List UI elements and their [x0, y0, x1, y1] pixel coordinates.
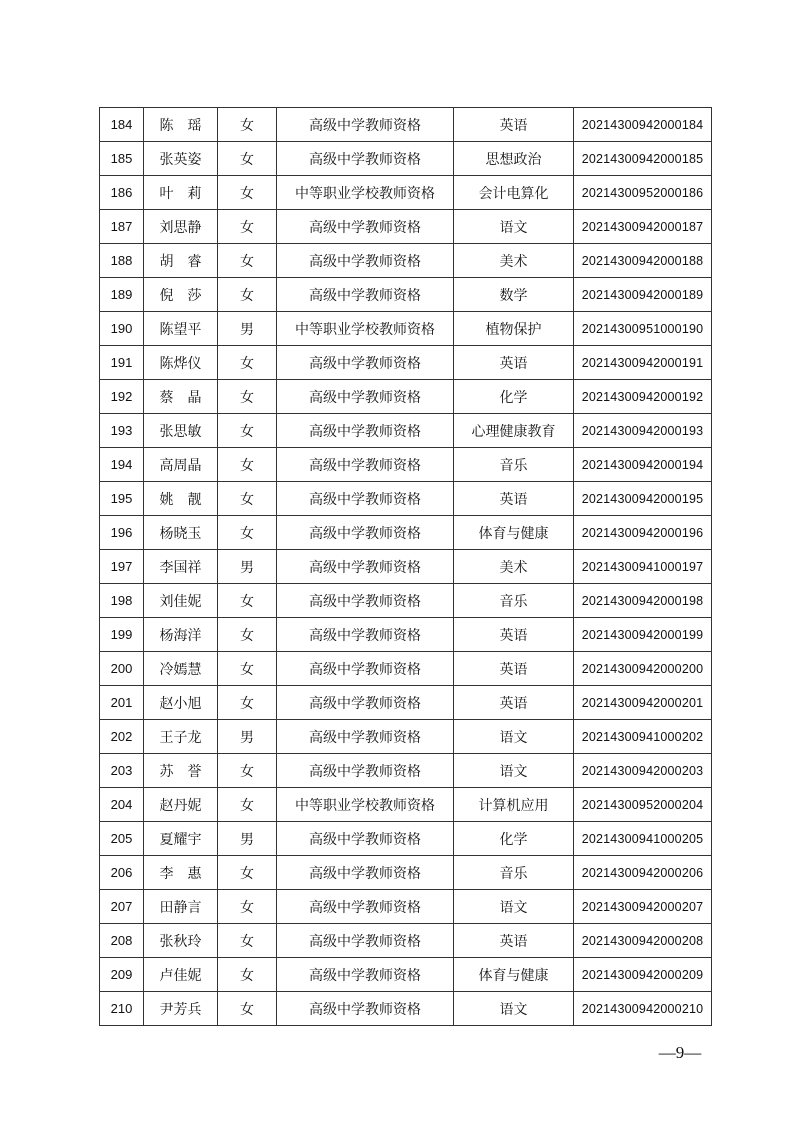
table-row	[100, 346, 712, 380]
qualification-type-cell: 高级中学教师资格	[277, 890, 454, 924]
gender-cell: 男	[218, 550, 277, 584]
gender-cell: 女	[218, 482, 277, 516]
row-number-cell: 200	[100, 652, 144, 686]
subject-cell: 英语	[454, 652, 574, 686]
table-row	[100, 210, 712, 244]
gender-cell: 女	[218, 244, 277, 278]
qualification-type-cell: 高级中学教师资格	[277, 210, 454, 244]
qualification-type-cell: 高级中学教师资格	[277, 142, 454, 176]
certificate-number-cell: 20214300941000202	[574, 720, 712, 754]
row-number-cell: 208	[100, 924, 144, 958]
certificate-number-cell: 20214300942000199	[574, 618, 712, 652]
subject-cell: 心理健康教育	[454, 414, 574, 448]
gender-cell: 男	[218, 312, 277, 346]
table-row	[100, 278, 712, 312]
table-row	[100, 482, 712, 516]
gender-cell: 男	[218, 822, 277, 856]
row-number-cell: 201	[100, 686, 144, 720]
applicant-name-cell: 张思敏	[144, 414, 218, 448]
qualification-type-cell: 高级中学教师资格	[277, 686, 454, 720]
subject-cell: 数学	[454, 278, 574, 312]
applicant-name-cell: 叶 莉	[144, 176, 218, 210]
qualification-type-cell: 高级中学教师资格	[277, 244, 454, 278]
table-row	[100, 618, 712, 652]
subject-cell: 英语	[454, 108, 574, 142]
table-row	[100, 856, 712, 890]
subject-cell: 美术	[454, 244, 574, 278]
qualification-type-cell: 中等职业学校教师资格	[277, 788, 454, 822]
gender-cell: 女	[218, 176, 277, 210]
applicant-name-cell: 冷嫣慧	[144, 652, 218, 686]
applicant-name-cell: 陈 瑶	[144, 108, 218, 142]
qualification-type-cell: 高级中学教师资格	[277, 380, 454, 414]
gender-cell: 女	[218, 890, 277, 924]
row-number-cell: 203	[100, 754, 144, 788]
gender-cell: 女	[218, 142, 277, 176]
qualification-type-cell: 高级中学教师资格	[277, 516, 454, 550]
certificate-number-cell: 20214300942000192	[574, 380, 712, 414]
certificate-number-cell: 20214300952000204	[574, 788, 712, 822]
gender-cell: 女	[218, 346, 277, 380]
subject-cell: 体育与健康	[454, 958, 574, 992]
table-row	[100, 822, 712, 856]
certificate-number-cell: 20214300942000200	[574, 652, 712, 686]
applicant-name-cell: 苏 誉	[144, 754, 218, 788]
qualification-type-cell: 高级中学教师资格	[277, 448, 454, 482]
certificate-number-cell: 20214300951000190	[574, 312, 712, 346]
row-number-cell: 191	[100, 346, 144, 380]
subject-cell: 思想政治	[454, 142, 574, 176]
applicant-name-cell: 夏耀宇	[144, 822, 218, 856]
row-number-cell: 192	[100, 380, 144, 414]
table-row	[100, 992, 712, 1026]
applicant-name-cell: 胡 睿	[144, 244, 218, 278]
subject-cell: 语文	[454, 754, 574, 788]
table-row	[100, 924, 712, 958]
subject-cell: 美术	[454, 550, 574, 584]
table-row	[100, 380, 712, 414]
applicant-name-cell: 高周晶	[144, 448, 218, 482]
table-row	[100, 890, 712, 924]
subject-cell: 英语	[454, 618, 574, 652]
gender-cell: 女	[218, 108, 277, 142]
applicant-name-cell: 李 惠	[144, 856, 218, 890]
subject-cell: 语文	[454, 720, 574, 754]
table-row	[100, 414, 712, 448]
certificate-number-cell: 20214300942000188	[574, 244, 712, 278]
applicant-name-cell: 尹芳兵	[144, 992, 218, 1026]
applicant-name-cell: 赵小旭	[144, 686, 218, 720]
qualification-type-cell: 高级中学教师资格	[277, 754, 454, 788]
gender-cell: 男	[218, 720, 277, 754]
table-row	[100, 652, 712, 686]
gender-cell: 女	[218, 754, 277, 788]
applicant-name-cell: 张英姿	[144, 142, 218, 176]
qualification-type-cell: 高级中学教师资格	[277, 108, 454, 142]
certificate-number-cell: 20214300941000197	[574, 550, 712, 584]
certificate-number-cell: 20214300942000187	[574, 210, 712, 244]
applicant-name-cell: 赵丹妮	[144, 788, 218, 822]
row-number-cell: 202	[100, 720, 144, 754]
applicant-name-cell: 姚 靓	[144, 482, 218, 516]
certificate-number-cell: 20214300941000205	[574, 822, 712, 856]
subject-cell: 会计电算化	[454, 176, 574, 210]
table-row	[100, 448, 712, 482]
applicant-name-cell: 陈烨仪	[144, 346, 218, 380]
qualification-type-cell: 高级中学教师资格	[277, 550, 454, 584]
subject-cell: 植物保护	[454, 312, 574, 346]
gender-cell: 女	[218, 448, 277, 482]
gender-cell: 女	[218, 516, 277, 550]
row-number-cell: 189	[100, 278, 144, 312]
row-number-cell: 187	[100, 210, 144, 244]
certificate-number-cell: 20214300942000193	[574, 414, 712, 448]
certificate-number-cell: 20214300952000186	[574, 176, 712, 210]
certificate-number-cell: 20214300942000210	[574, 992, 712, 1026]
qualification-type-cell: 高级中学教师资格	[277, 482, 454, 516]
certificate-number-cell: 20214300942000191	[574, 346, 712, 380]
certificate-number-cell: 20214300942000208	[574, 924, 712, 958]
qualification-type-cell: 高级中学教师资格	[277, 414, 454, 448]
certificate-number-cell: 20214300942000198	[574, 584, 712, 618]
certificate-number-cell: 20214300942000194	[574, 448, 712, 482]
subject-cell: 计算机应用	[454, 788, 574, 822]
table-row	[100, 516, 712, 550]
subject-cell: 体育与健康	[454, 516, 574, 550]
qualification-type-cell: 高级中学教师资格	[277, 720, 454, 754]
applicant-name-cell: 蔡 晶	[144, 380, 218, 414]
subject-cell: 语文	[454, 210, 574, 244]
certificate-number-cell: 20214300942000206	[574, 856, 712, 890]
teacher-certificate-table	[99, 107, 712, 1026]
gender-cell: 女	[218, 788, 277, 822]
table-row	[100, 142, 712, 176]
table-row	[100, 720, 712, 754]
table-row	[100, 176, 712, 210]
qualification-type-cell: 中等职业学校教师资格	[277, 312, 454, 346]
qualification-type-cell: 高级中学教师资格	[277, 958, 454, 992]
row-number-cell: 184	[100, 108, 144, 142]
row-number-cell: 204	[100, 788, 144, 822]
qualification-type-cell: 高级中学教师资格	[277, 278, 454, 312]
gender-cell: 女	[218, 686, 277, 720]
subject-cell: 音乐	[454, 856, 574, 890]
applicant-name-cell: 刘思静	[144, 210, 218, 244]
certificate-number-cell: 20214300942000203	[574, 754, 712, 788]
applicant-name-cell: 杨晓玉	[144, 516, 218, 550]
row-number-cell: 197	[100, 550, 144, 584]
applicant-name-cell: 陈望平	[144, 312, 218, 346]
row-number-cell: 186	[100, 176, 144, 210]
gender-cell: 女	[218, 210, 277, 244]
qualification-type-cell: 高级中学教师资格	[277, 856, 454, 890]
row-number-cell: 188	[100, 244, 144, 278]
gender-cell: 女	[218, 992, 277, 1026]
subject-cell: 英语	[454, 482, 574, 516]
gender-cell: 女	[218, 380, 277, 414]
table-row	[100, 686, 712, 720]
qualification-type-cell: 高级中学教师资格	[277, 618, 454, 652]
row-number-cell: 209	[100, 958, 144, 992]
qualification-type-cell: 高级中学教师资格	[277, 652, 454, 686]
certificate-number-cell: 20214300942000189	[574, 278, 712, 312]
row-number-cell: 205	[100, 822, 144, 856]
table-row	[100, 108, 712, 142]
applicant-name-cell: 倪 莎	[144, 278, 218, 312]
gender-cell: 女	[218, 618, 277, 652]
certificate-number-cell: 20214300942000185	[574, 142, 712, 176]
row-number-cell: 210	[100, 992, 144, 1026]
row-number-cell: 199	[100, 618, 144, 652]
page-number: —9—	[658, 1043, 702, 1062]
certificate-number-cell: 20214300942000201	[574, 686, 712, 720]
table-row	[100, 958, 712, 992]
table-row	[100, 584, 712, 618]
qualification-type-cell: 高级中学教师资格	[277, 924, 454, 958]
subject-cell: 英语	[454, 686, 574, 720]
table-row	[100, 754, 712, 788]
subject-cell: 英语	[454, 924, 574, 958]
subject-cell: 音乐	[454, 448, 574, 482]
applicant-name-cell: 王子龙	[144, 720, 218, 754]
table-body	[100, 108, 712, 1026]
subject-cell: 音乐	[454, 584, 574, 618]
applicant-name-cell: 李国祥	[144, 550, 218, 584]
applicant-name-cell: 张秋玲	[144, 924, 218, 958]
gender-cell: 女	[218, 958, 277, 992]
qualification-type-cell: 中等职业学校教师资格	[277, 176, 454, 210]
row-number-cell: 196	[100, 516, 144, 550]
gender-cell: 女	[218, 652, 277, 686]
gender-cell: 女	[218, 856, 277, 890]
certificate-number-cell: 20214300942000196	[574, 516, 712, 550]
table-row	[100, 788, 712, 822]
applicant-name-cell: 刘佳妮	[144, 584, 218, 618]
qualification-type-cell: 高级中学教师资格	[277, 584, 454, 618]
applicant-name-cell: 卢佳妮	[144, 958, 218, 992]
certificate-number-cell: 20214300942000207	[574, 890, 712, 924]
qualification-type-cell: 高级中学教师资格	[277, 992, 454, 1026]
certificate-number-cell: 20214300942000209	[574, 958, 712, 992]
row-number-cell: 206	[100, 856, 144, 890]
subject-cell: 化学	[454, 822, 574, 856]
table-row	[100, 312, 712, 346]
subject-cell: 化学	[454, 380, 574, 414]
row-number-cell: 198	[100, 584, 144, 618]
applicant-name-cell: 田静言	[144, 890, 218, 924]
qualification-type-cell: 高级中学教师资格	[277, 822, 454, 856]
row-number-cell: 193	[100, 414, 144, 448]
gender-cell: 女	[218, 924, 277, 958]
gender-cell: 女	[218, 278, 277, 312]
row-number-cell: 190	[100, 312, 144, 346]
gender-cell: 女	[218, 414, 277, 448]
table-row	[100, 550, 712, 584]
qualification-type-cell: 高级中学教师资格	[277, 346, 454, 380]
row-number-cell: 195	[100, 482, 144, 516]
subject-cell: 英语	[454, 346, 574, 380]
gender-cell: 女	[218, 584, 277, 618]
applicant-name-cell: 杨海洋	[144, 618, 218, 652]
certificate-number-cell: 20214300942000184	[574, 108, 712, 142]
row-number-cell: 185	[100, 142, 144, 176]
row-number-cell: 207	[100, 890, 144, 924]
subject-cell: 语文	[454, 992, 574, 1026]
table-row	[100, 244, 712, 278]
subject-cell: 语文	[454, 890, 574, 924]
certificate-number-cell: 20214300942000195	[574, 482, 712, 516]
row-number-cell: 194	[100, 448, 144, 482]
